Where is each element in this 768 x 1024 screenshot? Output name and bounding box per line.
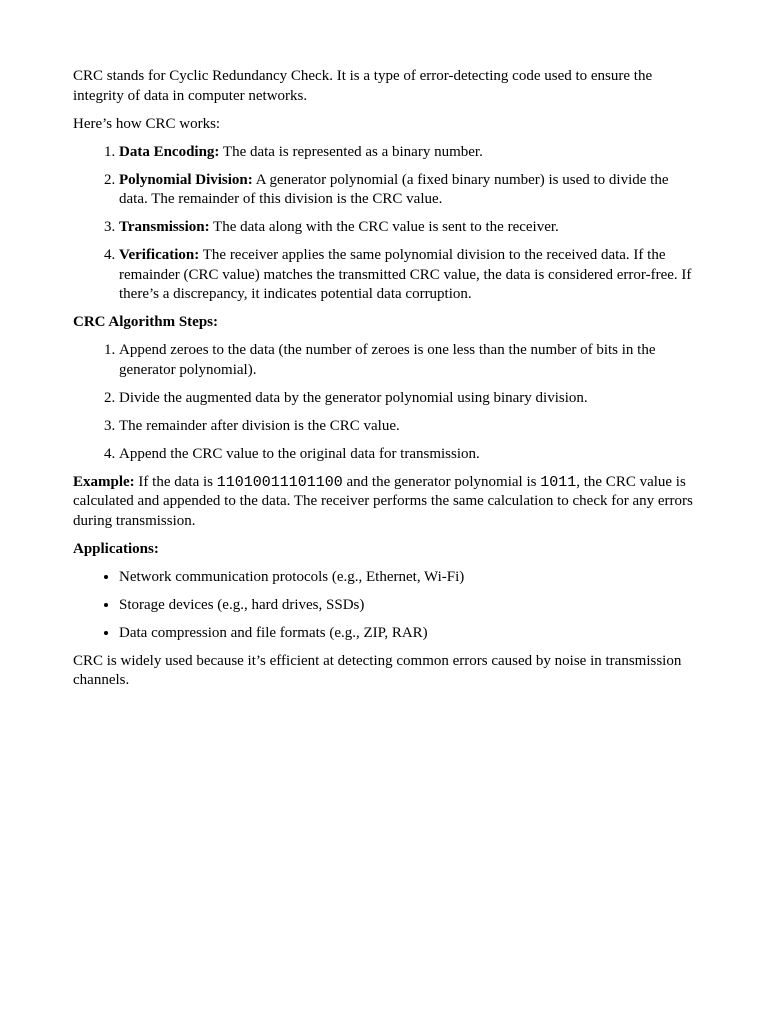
list-item: 3. The remainder after division is the CRC value. [119,417,695,437]
list-item [119,143,695,163]
applications-heading [73,540,695,560]
step-text: The receiver applies the same polynomial division to the received data. If the remainder (CRC value) matches the transmitted CRC value, the data is considered error-free. If there’s a discrepancy, it indicates potential data corruption. [119,247,692,302]
step-title: Verification: [119,247,200,263]
list-item [119,246,695,305]
list-item: • Storage devices (e.g., hard drives, SSDs) [119,596,695,616]
step-text: A generator polynomial (a fixed binary number) is used to divide the data. The remainder of this division is the CRC value. [119,171,669,207]
conclusion-paragraph: CRC is widely used because it’s efficient at detecting common errors caused by noise in transmission channels. [73,652,682,688]
step-text: The data is represented as a binary number. [219,143,483,160]
list-item: • Network communication protocols (e.g., Ethernet, Wi-Fi) [119,568,695,588]
applications-list [73,568,695,644]
example-text-1: If the data is [134,473,217,490]
example-text-3: , the CRC value is calculated and appended to the data. The receiver performs the same calculation to check for any errors during transmission. [73,473,693,529]
algorithm-heading [73,313,695,333]
list-item: 4. Append the CRC value to the original data for transmission. [119,445,695,465]
list-item [119,218,695,238]
example-text-2: and the generator polynomial is [342,473,541,490]
step-title: Transmission: [119,219,210,235]
list-item [119,171,695,210]
algorithm-heading-text: CRC Algorithm Steps: [73,314,218,330]
example-poly-code: 1011 [540,473,577,491]
list-item: 2. Divide the augmented data by the generator polynomial using binary division. [119,389,695,409]
example-paragraph [73,473,695,532]
example-label: Example: [73,473,135,490]
how-works-list [73,143,695,305]
algorithm-list [73,341,695,464]
applications-heading-text: Applications: [73,540,159,557]
list-item: 1. Append zeroes to the data (the number of zeroes is one less than the number of bits in the generator polynomial). [119,341,695,380]
how-works-paragraph: Here’s how CRC works: [73,115,221,132]
intro-paragraph: CRC stands for Cyclic Redundancy Check. It is a type of error-detecting code used to ensure the integrity of data in computer networks. [73,68,653,104]
step-text: The data along with the CRC value is sent to the receiver. [209,219,559,235]
list-item: • Data compression and file formats (e.g., ZIP, RAR) [119,624,695,644]
step-title: Polynomial Division: [119,171,253,188]
step-title: Data Encoding: [119,143,220,160]
example-data-code: 11010011101100 [216,473,343,491]
